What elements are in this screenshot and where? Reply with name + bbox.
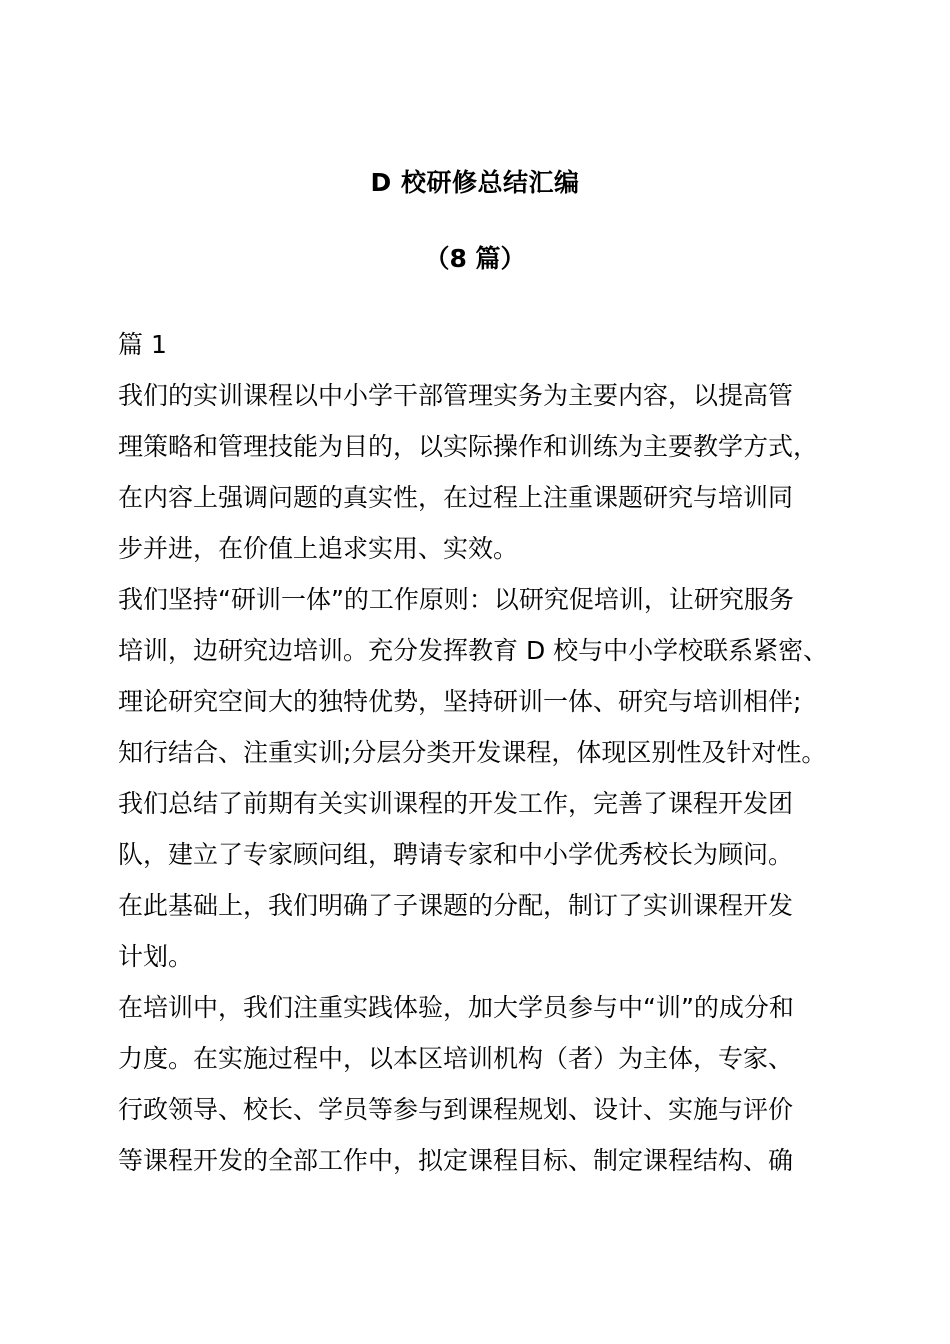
body-line: 行政领导、校长、学员等参与到课程规划、设计、实施与评价 <box>118 1095 794 1124</box>
body-line: 我们坚持“研训一体”的工作原则：以研究促培训，让研究服务 <box>118 585 794 614</box>
document-body <box>118 319 858 1186</box>
body-line: 我们的实训课程以中小学干部管理实务为主要内容，以提高管 <box>118 381 794 410</box>
body-line: 计划。 <box>118 942 194 971</box>
body-line: 等课程开发的全部工作中，拟定课程目标、制定课程结构、确 <box>118 1146 794 1175</box>
body-line: 在此基础上，我们明确了子课题的分配，制订了实训课程开发 <box>118 891 794 920</box>
body-line: 队，建立了专家顾问组，聘请专家和中小学优秀校长为顾问。 <box>118 840 794 869</box>
body-line: 知行结合、注重实训;分层分类开发课程，体现区别性及针对性。 <box>118 738 827 767</box>
body-line: 步并进，在价值上追求实用、实效。 <box>118 534 519 563</box>
section-heading: 篇 1 <box>118 330 167 359</box>
document-subtitle: （8 篇） <box>424 244 526 273</box>
body-line: 在培训中，我们注重实践体验，加大学员参与中“训”的成分和 <box>118 993 794 1022</box>
body-line: 培训，边研究边培训。充分发挥教育 D 校与中小学校联系紧密、 <box>118 636 829 665</box>
body-line: 我们总结了前期有关实训课程的开发工作，完善了课程开发团 <box>118 789 794 818</box>
body-line: 力度。在实施过程中，以本区培训机构（者）为主体，专家、 <box>118 1044 794 1073</box>
body-line: 理论研究空间大的独特优势，坚持研训一体、研究与培训相伴; <box>118 687 802 716</box>
document-title: D 校研修总结汇编 <box>370 168 580 197</box>
body-line: 在内容上强调问题的真实性，在过程上注重课题研究与培训同 <box>118 483 794 512</box>
body-line: 理策略和管理技能为目的，以实际操作和训练为主要教学方式， <box>118 432 819 461</box>
